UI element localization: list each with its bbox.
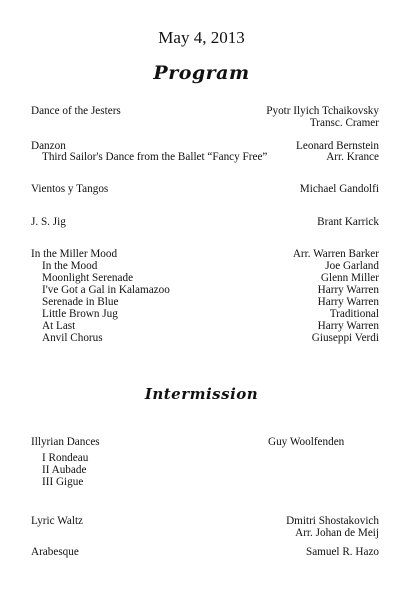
medley-item-composer: Glenn Miller (320, 272, 379, 284)
piece-arranger: Arr. Johan de Meij (295, 527, 379, 539)
piece-arranger: Arr. Krance (326, 151, 379, 163)
piece-composer: Guy Woolfenden (268, 436, 345, 448)
medley-item-composer: Joe Garland (325, 260, 379, 272)
piece-arranger: Arr. Warren Barker (292, 248, 379, 260)
movement-item: II Aubade (42, 464, 87, 476)
piece-title: Illyrian Dances (31, 436, 100, 448)
piece-title: Arabesque (31, 546, 79, 558)
piece-arranger: Transc. Cramer (309, 117, 379, 129)
intermission-heading: Intermission (144, 385, 259, 403)
concert-date: May 4, 2013 (158, 28, 245, 47)
piece-subtitle: Third Sailor's Dance from the Ballet “Fancy Free” (42, 151, 268, 163)
piece-composer: Brant Karrick (317, 216, 379, 228)
movement-item: I Rondeau (42, 452, 89, 464)
piece-title: Lyric Waltz (31, 515, 84, 527)
piece-title: Vientos y Tangos (31, 183, 109, 195)
piece-title: Danzon (31, 140, 66, 152)
piece-composer: Pyotr Ilyich Tchaikovsky (266, 105, 379, 117)
medley-item-title: Serenade in Blue (42, 296, 119, 308)
piece-title: J. S. Jig (31, 216, 66, 228)
medley-item-title: Moonlight Serenade (42, 272, 134, 284)
medley-item-title: Anvil Chorus (42, 332, 103, 344)
piece-composer: Michael Gandolfi (299, 183, 379, 195)
medley-item-composer: Harry Warren (317, 284, 379, 296)
piece-composer: Samuel R. Hazo (305, 546, 379, 558)
piece-composer: Leonard Bernstein (296, 140, 379, 152)
medley-item-title: I've Got a Gal in Kalamazoo (42, 284, 170, 296)
piece-title: Dance of the Jesters (31, 105, 121, 117)
medley-item-composer: Harry Warren (317, 320, 379, 332)
medley-item-title: Little Brown Jug (42, 308, 118, 320)
medley-item-title: In the Mood (42, 260, 98, 272)
medley-item-composer: Traditional (329, 308, 379, 320)
medley-item-composer: Harry Warren (317, 296, 379, 308)
piece-title: In the Miller Mood (31, 248, 118, 260)
program-heading: Program (153, 62, 250, 84)
piece-composer: Dmitri Shostakovich (286, 515, 379, 527)
medley-item-title: At Last (42, 320, 76, 332)
movement-item: III Gigue (42, 476, 84, 488)
medley-item-composer: Giuseppi Verdi (311, 332, 379, 344)
